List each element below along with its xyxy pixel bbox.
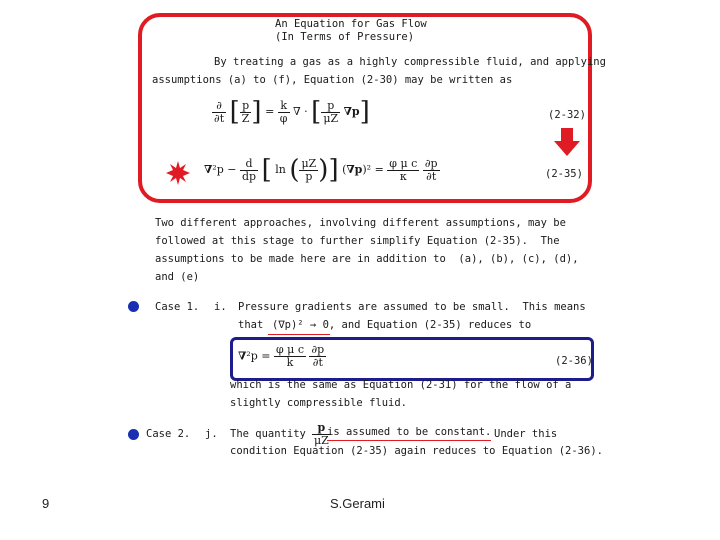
case1-number: i. — [214, 301, 227, 313]
blue-dot-bullet-icon-2 — [128, 429, 139, 440]
equation-2-36: ∇²p = $\frac{\text{φ μ c}}{k}$ $\frac{\partial p}{\partial t}$ — [238, 343, 325, 369]
intro-line1: By treating a gas as a highly compressible fluid, and applying — [214, 56, 606, 68]
equation-2-32-label: (2-32) — [548, 109, 586, 121]
approach-line2: followed at this stage to further simplify Equation (2-35). The — [155, 235, 560, 247]
case2-number: j. — [205, 428, 218, 440]
quantity-fraction: $\frac{p}{\mu Z}$ — [314, 421, 329, 447]
case2-label: Case 2. — [146, 428, 191, 440]
case2-line2: condition Equation (2-35) again reduces to Equation (2-36). — [230, 445, 603, 457]
approach-line1: Two different approaches, involving different assumptions, may be — [155, 217, 566, 229]
case2-line1-highlight: is assumed to be constant. — [327, 425, 491, 441]
case1-after-line2: slightly compressible fluid. — [230, 397, 408, 409]
red-underline — [268, 334, 330, 335]
case1-line2-start: that — [238, 319, 264, 331]
equation-2-32: $\frac{\partial}{\partial t}$ [ $\frac{p}{Z}$ ] = $\frac{k}{\varphi}$ ∇ · [ $\frac{p}{\mu Z}$ ∇p] — [214, 97, 370, 127]
equation-2-35: ∇²p − $\frac{d}{dp}$ [ ln ( $\frac{\mu Z}{p}$ )] (∇p)² = $\frac{\text{φ μ c}}{\kappa}$ $\frac{\partial p}{\partial t}$ — [204, 155, 438, 185]
approach-line4: and (e) — [155, 271, 200, 283]
case1-line2-rest: (∇p)² → 0, and Equation (2-35) reduces to — [272, 319, 532, 331]
footer-author: S.Gerami — [330, 496, 385, 511]
case1-after-line1: which is the same as Equation (2-31) for the flow of a — [230, 379, 572, 391]
equation-2-35-label: (2-35) — [545, 168, 583, 180]
case1-label: Case 1. — [155, 301, 200, 313]
equation-2-36-label: (2-36) — [555, 355, 593, 367]
red-down-arrow-icon — [554, 128, 580, 156]
approach-line3: assumptions to be made here are in addition to (a), (b), (c), (d), — [155, 253, 579, 265]
intro-line2: assumptions (a) to (f), Equation (2-30) may be written as — [152, 74, 513, 86]
case2-line1-start: The quantity — [230, 428, 306, 440]
blue-dot-bullet-icon — [128, 301, 139, 312]
page-number: 9 — [42, 496, 50, 511]
case1-line1: Pressure gradients are assumed to be small. This means — [238, 301, 586, 313]
case2-line1-end: Under this — [494, 428, 558, 440]
slide-title-line1: An Equation for Gas Flow — [275, 18, 427, 30]
red-starburst-icon — [166, 161, 190, 185]
slide-title-line2: (In Terms of Pressure) — [275, 31, 415, 43]
